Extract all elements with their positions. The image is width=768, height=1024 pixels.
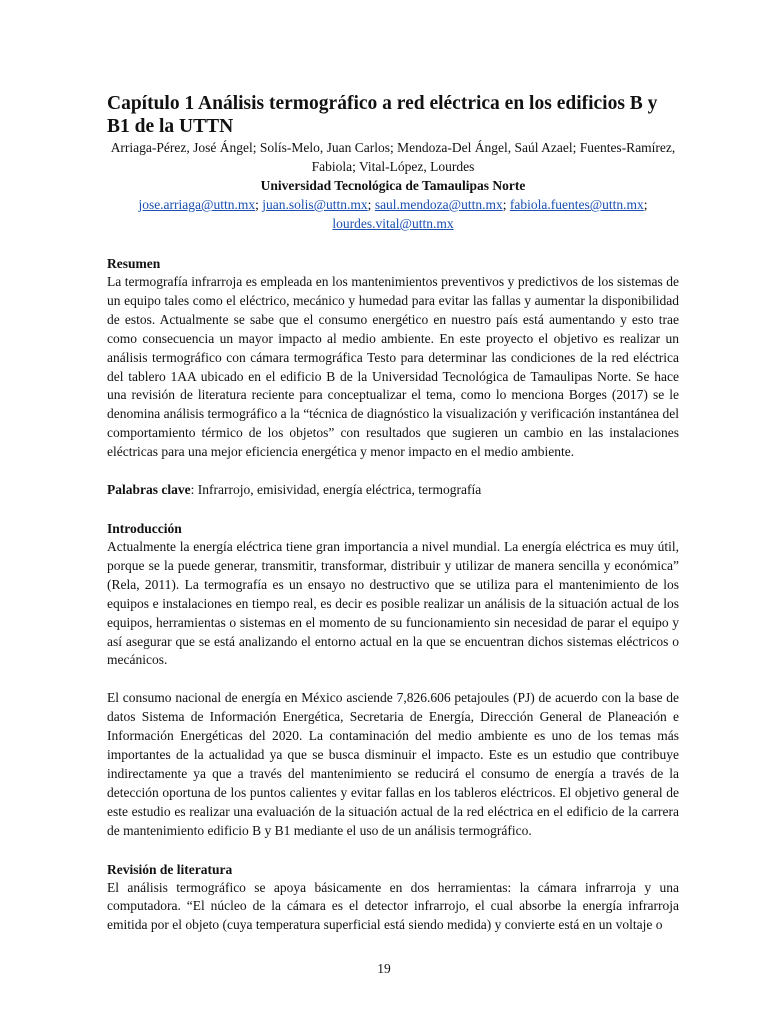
keywords-label: Palabras clave: [107, 482, 191, 498]
email-link[interactable]: lourdes.vital@uttn.mx: [332, 216, 454, 231]
email-link[interactable]: fabiola.fuentes@uttn.mx: [509, 197, 644, 212]
abstract-text: La termografía infrarroja es empleada en los mantenimientos preventivos y predictivos de los sistemas de un equipo tales como el eléctrico, mecánico y humedad para evitar las fallas y aumentar la disponibilidad de estos. Actualmente se sabe que el consumo energético en nuestro país está aumentando y esto trae como consecuencia un mayor impacto al medio ambiente. En este proyecto el objetivo es realizar un análisis termográfico con cámara termográfica Testo para determinar las condiciones de la red eléctrica del tablero 1AA ubicado en el edificio B de la Universidad Tecnológica de Tamaulipas Norte. Se hace una revisión de literatura reciente para conceptualizar el tema, como lo menciona Borges (2017) se le denomina análisis termográfico a la “técnica de diagnóstico la visualización y verificación instantánea del comportamiento térmico de los objetos” con resultados que sugieren un cambio en las instalaciones eléctricas para una mejor eficiencia energética y menor impacto en el medio ambiente.: [107, 274, 679, 460]
email-list: jose.arriaga@uttn.mx; juan.solis@uttn.mx; saul.mendoza@uttn.mx; fabiola.fuentes@uttn.mx; lourdes.vital@uttn.mx: [138, 197, 648, 231]
paper-page: [107, 92, 679, 935]
revision-paragraph: El análisis termográfico se apoya básicamente en dos herramientas: la cámara infrarroja y una computadora. “El núcleo de la cámara es el detector infrarrojo, el cual absorbe la energía infrarroja emitida por el objeto (cuya temperatura superficial está siendo medida) y convierte está en un voltaje o: [107, 879, 679, 933]
email-link[interactable]: juan.solis@uttn.mx: [262, 197, 368, 212]
chapter-title: Capítulo 1 Análisis termográfico a red eléctrica en los edificios B y B1 de la UTTN: [107, 93, 658, 137]
email-link[interactable]: jose.arriaga@uttn.mx: [138, 197, 256, 212]
keywords-line: [107, 481, 679, 500]
section-heading-introduccion: Introducción: [107, 520, 182, 536]
section-heading-revision: Revisión de literatura: [107, 861, 233, 877]
intro-paragraph-2: El consumo nacional de energía en México asciende 7,826.606 petajoules (PJ) de acuerdo con la base de datos Sistema de Información Energética, Secretaria de Energía, Dirección General de Planeación e Información Energéticas del 2020. La contaminación del medio ambiente es uno de los temas más importantes de la actualidad ya que se busca disminuir el impacto. Este es un estudio que contribuye indirectamente ya que a través del mantenimiento se reducirá el consumo de energía a través de la detección oportuna de los puntos calientes y evitar fallas en los tableros eléctricos. El objetivo general de este estudio es realizar una evaluación de la situación actual de la red eléctrica en el edificio de la carrera de mantenimiento edificio B y B1 mediante el uso de un análisis termográfico.: [107, 690, 679, 838]
intro-paragraph-1: Actualmente la energía eléctrica tiene gran importancia a nivel mundial. La energía eléctrica es muy útil, porque se la puede generar, transmitir, transformar, distribuir y utilizar de manera sencilla y económica” (Rela, 2011). La termografía es un ensayo no destructivo que se utiliza para el mantenimiento de los equipos e instalaciones en tiempo real, es decir es posible realizar un análisis de la situación actual de los equipos, herramientas o sistemas en el momento de su funcionamiento sin necesidad de parar el equipo y así asegurar que se está analizando el entorno actual en la que se encuentran dichos sistemas eléctricos o mecánicos.: [107, 538, 679, 668]
keywords-text: : Infrarrojo, emisividad, energía eléctrica, termografía: [190, 482, 482, 498]
author-list: Arriaga-Pérez, José Ángel; Solís-Melo, Juan Carlos; Mendoza-Del Ángel, Saúl Azael; Fuentes-Ramírez, Fabiola; Vital-López, Lourdes: [110, 140, 676, 174]
page-number: 19: [377, 961, 391, 976]
section-heading-resumen: Resumen: [107, 256, 161, 271]
affiliation: Universidad Tecnológica de Tamaulipas Norte: [260, 178, 526, 193]
email-link[interactable]: saul.mendoza@uttn.mx: [374, 197, 503, 212]
